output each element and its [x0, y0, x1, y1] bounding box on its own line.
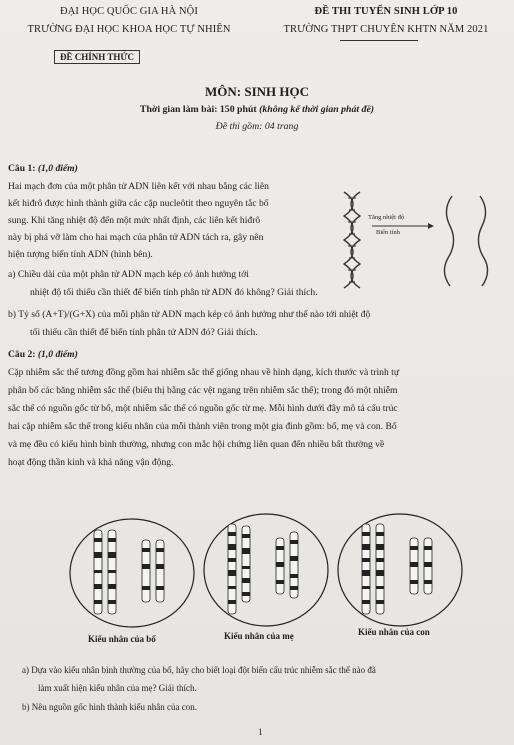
caption-child: Kiểu nhân của con	[358, 627, 430, 637]
karyotype-father	[68, 518, 198, 628]
karyotype-child	[336, 512, 466, 628]
q2-title	[8, 349, 78, 360]
chromosome-pair-1	[228, 524, 250, 614]
arrow-right-icon	[428, 223, 434, 229]
q1-line-1: Hai mạch đơn của một phân tử ADN liên kết với nhau bằng các liên	[8, 181, 269, 192]
q1-line-3: sung. Khi tăng nhiệt độ đến một mức nhất định, các liên kết hiđrô	[8, 215, 261, 226]
q1-line-2: kết hiđrô được hình thành giữa các cặp nucleôtit theo nguyên tắc bổ	[8, 198, 269, 209]
q2-line-6: hoạt động thần kinh và khả năng vận động.	[8, 457, 174, 468]
diagram-label-denature: Biến tính	[376, 229, 401, 236]
pages-note: Đề thi gồm: 04 trang	[215, 121, 299, 132]
q1-title	[8, 163, 78, 174]
q2-a-line-2: làm xuất hiện kiểu nhân của mẹ? Giải thích.	[38, 683, 197, 693]
chromosome-pair-1	[94, 530, 116, 614]
q1-b-line-2: tối thiểu cần thiết để biến tính phân tử ADN đó? Giải thích.	[30, 327, 258, 338]
official-badge: ĐỀ CHÍNH THỨC	[54, 50, 140, 64]
q2-line-2: phân bố các băng nhiễm sắc thể (biểu thị bằng các vệt ngang trên nhiễm sắc thể); trong đó một nhiễm	[8, 385, 398, 396]
q1-line-4: này bị phá vỡ làm cho hai mạch của phân tử ADN tách ra, gây nên	[8, 232, 264, 243]
caption-father: Kiểu nhân của bố	[88, 634, 156, 644]
q1-b-line-1: b) Tỷ số (A+T)/(G+X) của mỗi phân tử ADN mạch kép có ảnh hưởng như thế nào tới nhiệt độ	[8, 309, 371, 320]
faculty-name: TRƯỜNG ĐẠI HỌC KHOA HỌC TỰ NHIÊN	[27, 24, 231, 35]
header-underline	[340, 40, 418, 41]
q2-line-1: Cặp nhiễm sắc thể tương đồng gồm hai nhiễm sắc thể giống nhau về hình dạng, kích thước và trình tự	[8, 367, 400, 378]
university-name: ĐẠI HỌC QUỐC GIA HÀ NỘI	[60, 6, 198, 17]
separated-strands-icon	[444, 196, 487, 286]
q1-a-line-1: a) Chiều dài của một phân tử ADN mạch kép có ảnh hưởng tới	[8, 269, 249, 280]
time-label: Thời gian làm bài: 150 phút	[139, 104, 260, 115]
chromosome-pair-2	[410, 538, 432, 594]
subject-title: MÔN: SINH HỌC	[205, 84, 309, 99]
diagram-label-heat: Tăng nhiệt độ	[368, 214, 405, 221]
q1-line-5: hiện tượng biến tính ADN (hình bên).	[8, 249, 153, 260]
karyotype-mother	[202, 512, 332, 628]
chromosome-pair-1	[362, 524, 384, 614]
chromosome-pair-2	[142, 540, 164, 602]
q1-a-line-2: nhiệt độ tối thiểu cần thiết để biến tính phân tử ADN đó không? Giải thích.	[30, 287, 318, 298]
q2-a-line-1: a) Dựa vào kiểu nhân bình thường của bố, hãy cho biết loại đột biến cấu trúc nhiễm sắc thể nào đã	[22, 665, 376, 675]
q1-points: (1,0 điểm)	[37, 163, 78, 174]
time-note: (không kể thời gian phát đề)	[259, 104, 375, 115]
q2-line-3: sắc thể có nguồn gốc từ bố, một nhiễm sắc thể có nguồn gốc từ mẹ. Mỗi hình dưới đây mô tả cấu trúc	[8, 403, 398, 414]
chromosome-pair-2	[276, 532, 298, 598]
q2-points: (1,0 điểm)	[37, 349, 78, 360]
page-number: 1	[258, 727, 263, 737]
dna-denaturation-diagram	[340, 190, 500, 290]
caption-mother: Kiểu nhân của mẹ	[224, 631, 294, 641]
q1-label: Câu 1:	[8, 163, 38, 174]
school-name: TRƯỜNG THPT CHUYÊN KHTN NĂM 2021	[283, 24, 489, 35]
q2-b-line-1: b) Nêu nguồn gốc hình thành kiểu nhân của con.	[22, 702, 197, 712]
q2-line-5: và mẹ đều có kiểu hình bình thường, nhưng con mắc hội chứng liên quan đến nhiều bất thường về	[8, 439, 385, 450]
q2-line-4: hai cặp nhiễm sắc thể trong kiểu nhân của mỗi thành viên trong một gia đình gồm: bố, mẹ và con. Bố	[8, 421, 397, 432]
exam-title: ĐỀ THI TUYỂN SINH LỚP 10	[314, 6, 458, 17]
double-helix-icon	[344, 192, 360, 288]
q2-label: Câu 2:	[8, 349, 38, 360]
time-line	[0, 104, 514, 115]
